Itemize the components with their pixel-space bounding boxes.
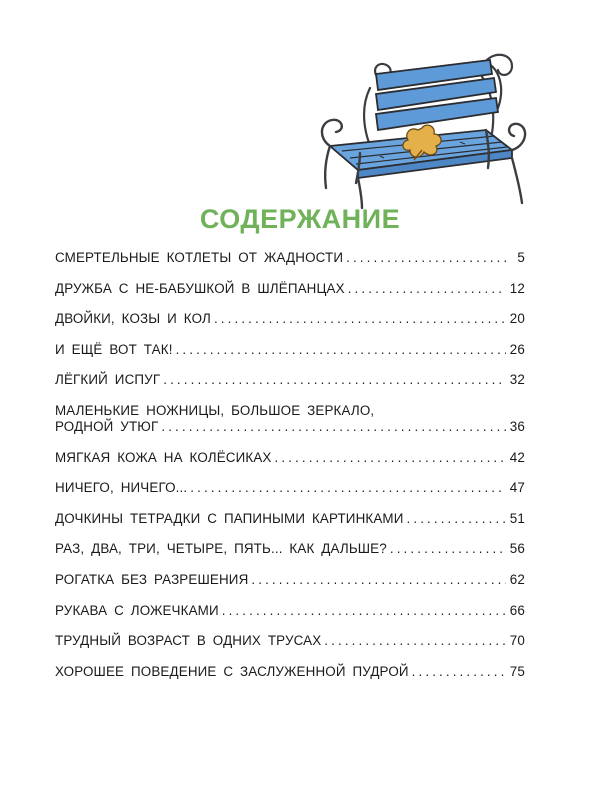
toc-entry[interactable]: [55, 480, 525, 496]
toc-entry[interactable]: [55, 450, 525, 466]
toc-entry-title-line1: МАЛЕНЬКИЕ НОЖНИЦЫ, БОЛЬШОЕ ЗЕРКАЛО,: [55, 402, 375, 418]
toc-entry-title: СМЕРТЕЛЬНЫЕ КОТЛЕТЫ ОТ ЖАДНОСТИ: [55, 250, 344, 265]
page-title: СОДЕРЖАНИЕ: [199, 204, 401, 234]
toc-entry-page: 47: [509, 480, 525, 496]
toc-entry[interactable]: [55, 664, 525, 680]
dot-leader: [251, 572, 505, 588]
toc-entry-title: ХОРОШЕЕ ПОВЕДЕНИЕ С ЗАСЛУЖЕННОЙ ПУДРОЙ: [55, 663, 409, 679]
dot-leader: [390, 541, 506, 557]
toc-entry-title: ЛЁГКИЙ ИСПУГ: [55, 372, 161, 388]
toc-entry-title: И ЕЩЁ ВОТ ТАК!: [55, 341, 173, 357]
dot-leader: [190, 480, 506, 496]
bench-with-leaf-icon: [300, 38, 540, 213]
toc-entry-title: ТРУДНЫЙ ВОЗРАСТ В ОДНИХ ТРУСАХ: [55, 633, 322, 649]
toc-entry-title: НИЧЕГО, НИЧЕГО...: [55, 480, 188, 496]
dot-leader: [161, 419, 505, 435]
toc-entry[interactable]: [55, 603, 525, 619]
toc-entry-title: РАЗ, ДВА, ТРИ, ЧЕТЫРЕ, ПЯТЬ... КАК ДАЛЬШЕ?: [55, 541, 387, 557]
dot-leader: [324, 633, 506, 649]
dot-leader: [407, 511, 506, 527]
toc-entry-page: 12: [509, 280, 525, 296]
toc-entry-page: 56: [509, 541, 525, 557]
toc-entry-page: 62: [509, 571, 525, 587]
toc-entry-title: ДВОЙКИ, КОЗЫ И КОЛ: [55, 311, 211, 327]
dot-leader: [346, 250, 507, 266]
dot-leader: [222, 603, 506, 619]
toc-entry-page: 32: [509, 372, 525, 388]
toc-entry[interactable]: [55, 311, 525, 327]
toc-entry[interactable]: [55, 342, 525, 358]
toc-entry[interactable]: [55, 572, 525, 588]
toc-entry-title-line2: РОДНОЙ УТЮГ: [55, 418, 159, 434]
table-of-contents: [55, 250, 525, 694]
toc-entry-page: 20: [509, 311, 525, 327]
dot-leader: [275, 450, 506, 466]
toc-entry[interactable]: [55, 403, 525, 435]
toc-entry[interactable]: [55, 511, 525, 527]
toc-entry-title: РУКАВА С ЛОЖЕЧКАМИ: [55, 602, 219, 618]
toc-entry-title: РОГАТКА БЕЗ РАЗРЕШЕНИЯ: [55, 571, 249, 587]
toc-entry-page: 42: [509, 449, 525, 465]
toc-entry-page: 36: [509, 418, 525, 434]
toc-entry-page: 75: [509, 663, 525, 679]
dot-leader: [348, 281, 506, 297]
toc-entry-page: 5: [517, 250, 525, 265]
toc-entry[interactable]: [55, 250, 525, 266]
toc-entry-page: 51: [509, 510, 525, 526]
dot-leader: [163, 372, 506, 388]
toc-entry[interactable]: [55, 541, 525, 557]
toc-entry-title: МЯГКАЯ КОЖА НА КОЛЁСИКАХ: [55, 449, 272, 465]
toc-entry-page: 70: [509, 633, 525, 649]
dot-leader: [214, 311, 506, 327]
dot-leader: [412, 664, 506, 680]
toc-entry[interactable]: [55, 372, 525, 388]
toc-entry-title: ДОЧКИНЫ ТЕТРАДКИ С ПАПИНЫМИ КАРТИНКАМИ: [55, 510, 404, 526]
toc-entry[interactable]: [55, 281, 525, 297]
toc-entry-page: 26: [509, 341, 525, 357]
toc-entry[interactable]: [55, 633, 525, 649]
toc-entry-title: ДРУЖБА С НЕ-БАБУШКОЙ В ШЛЁПАНЦАХ: [55, 280, 345, 296]
dot-leader: [176, 342, 506, 358]
toc-entry-page: 66: [509, 602, 525, 618]
